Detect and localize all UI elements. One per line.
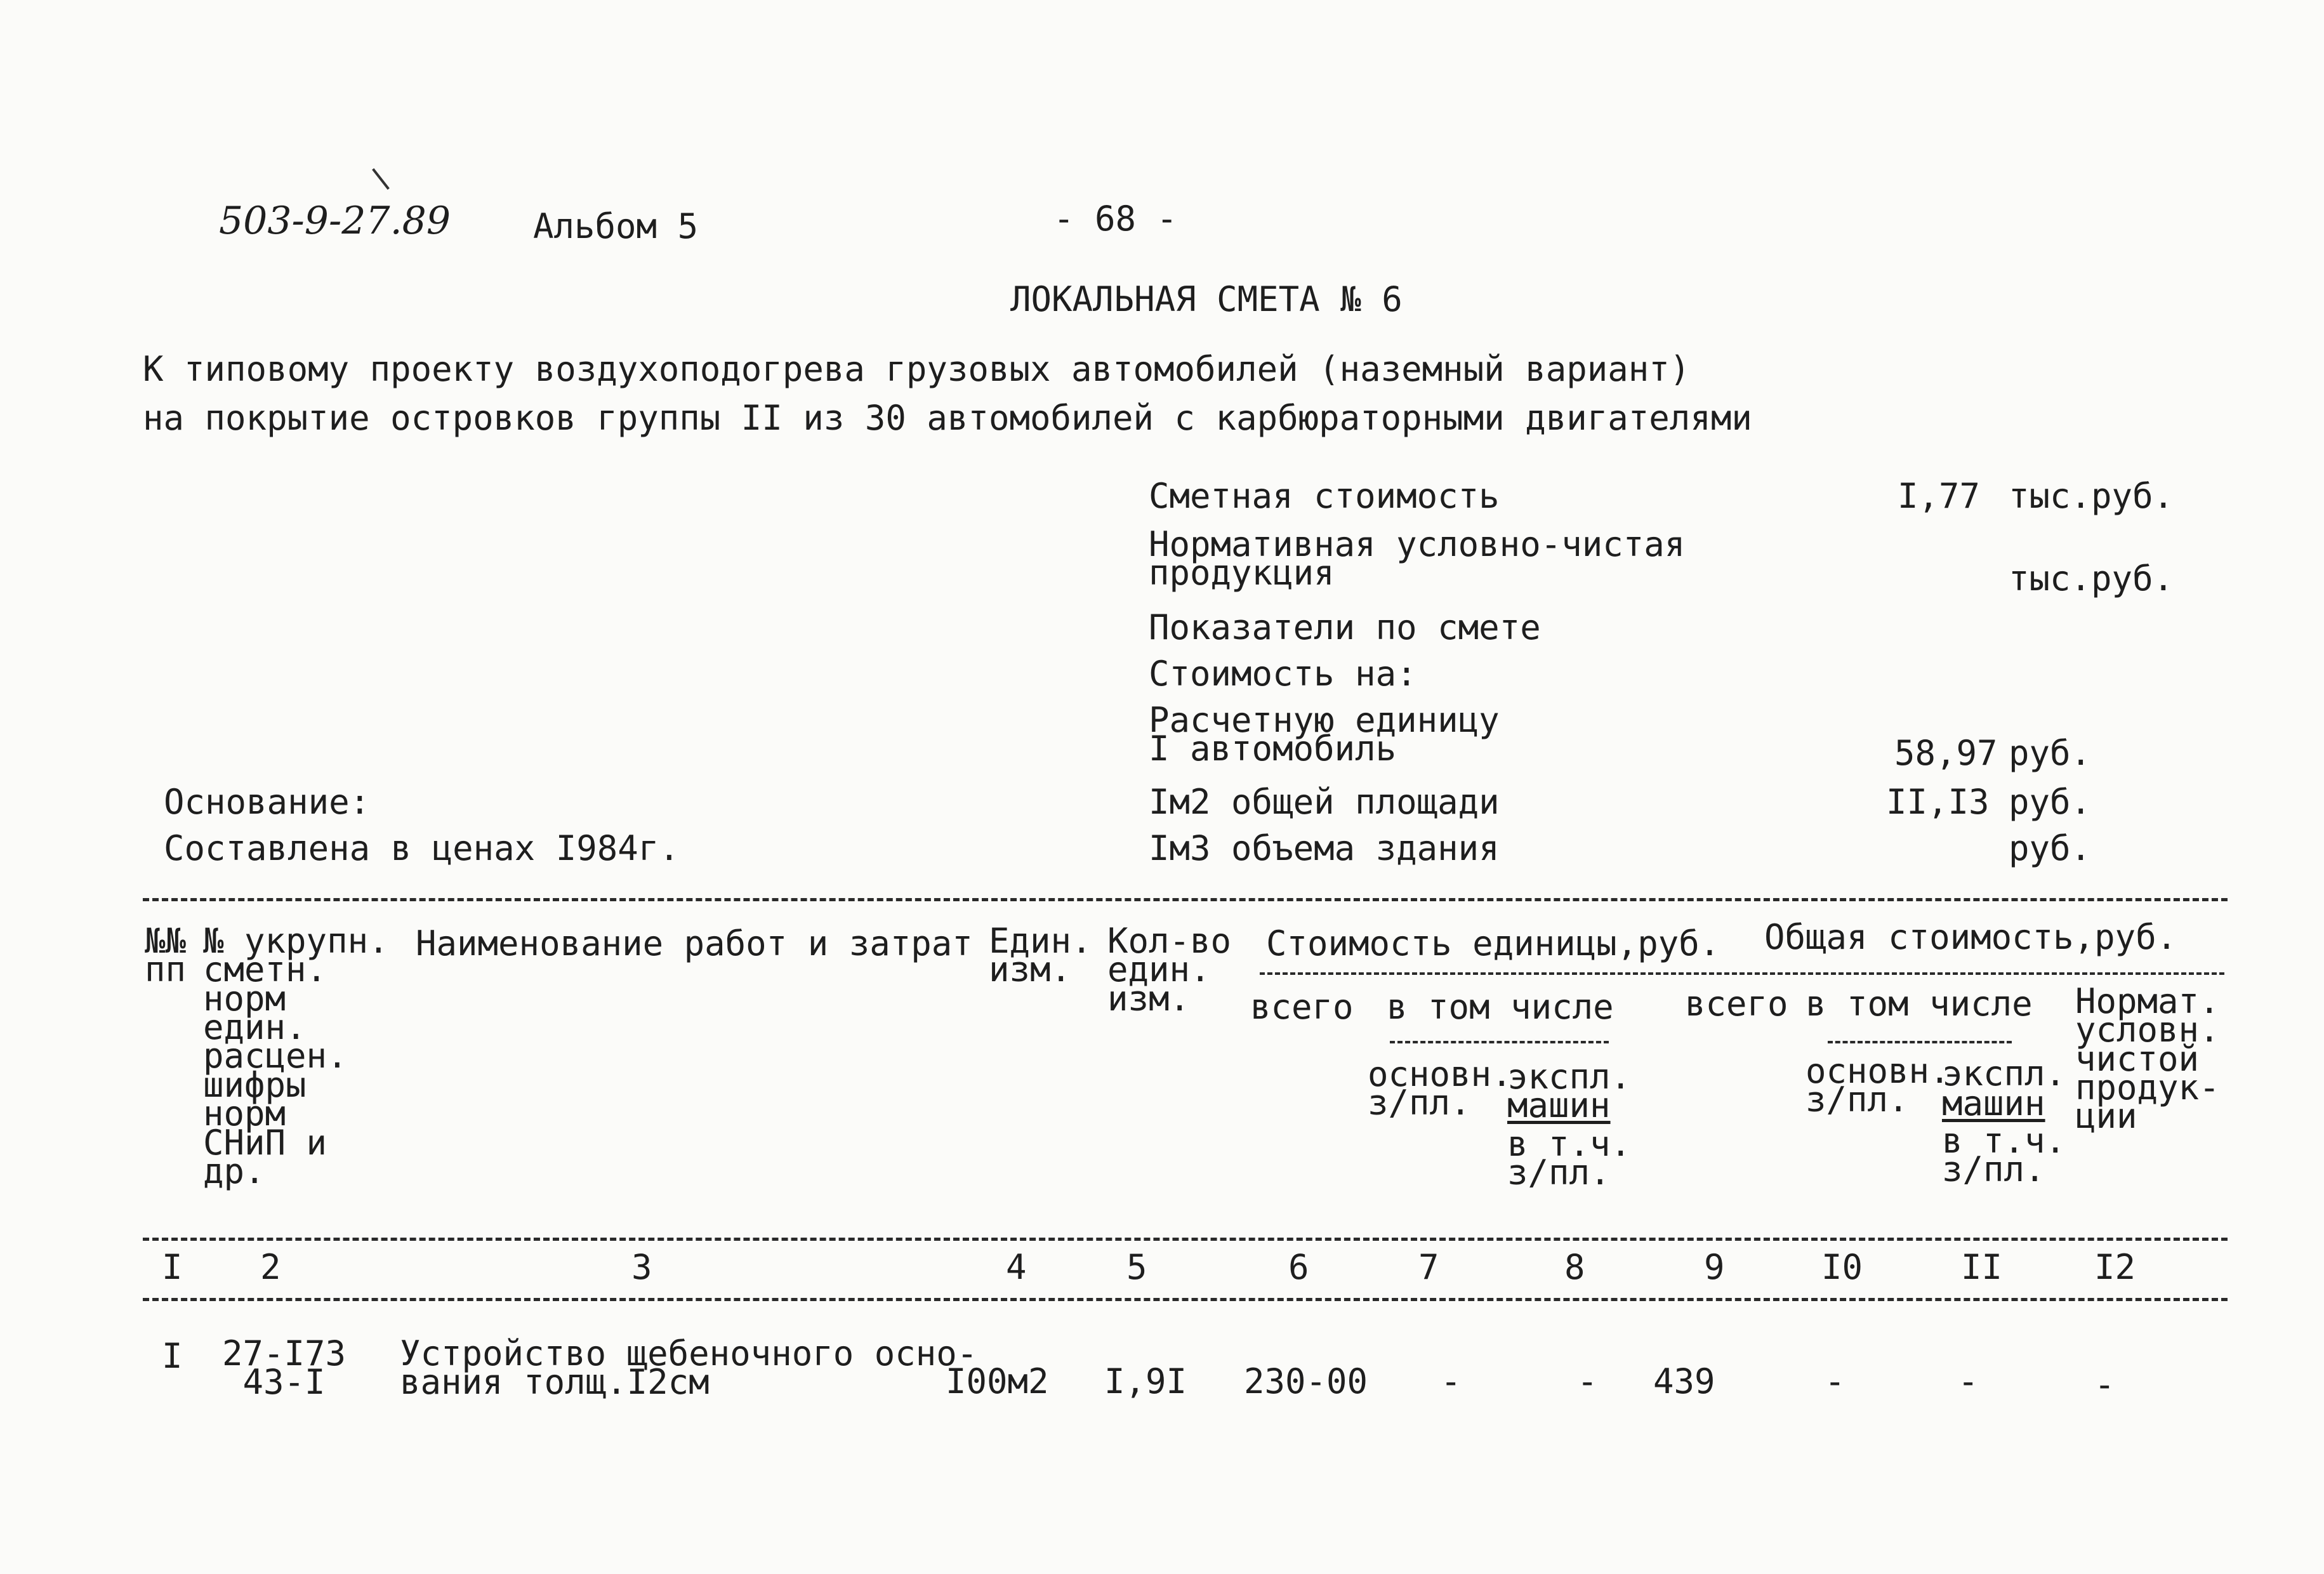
header-norm-code: № укрупн. сметн. норм един. расцен. шифры норм СНиП и др. bbox=[203, 921, 389, 1191]
header-unit-cost-group: Стоимость единицы,руб. bbox=[1266, 923, 1720, 963]
header-total-including: в том числе bbox=[1806, 984, 2033, 1024]
per-volume-unit: руб. bbox=[2009, 828, 2092, 868]
header-unit: Един. изм. bbox=[989, 921, 1092, 990]
row-total: 439 bbox=[1653, 1361, 1715, 1401]
column-number-11: II bbox=[1961, 1247, 2003, 1287]
header-unit-basic-wage: основн. з/пл. bbox=[1368, 1054, 1512, 1123]
subtitle-line-1: К типовому проекту воздухоподогрева грузовых автомобилей (наземный вариант) bbox=[143, 349, 1691, 389]
per-volume-label: Iм3 объема здания bbox=[1149, 828, 1500, 868]
header-unit-incl-wage: в т.ч. з/пл. bbox=[1507, 1124, 1632, 1193]
row-total-basic-wage: - bbox=[1825, 1361, 1845, 1401]
column-number-5: 5 bbox=[1126, 1247, 1147, 1287]
column-numbers-bottom-rule bbox=[143, 1298, 2228, 1301]
header-work-name: Наименование работ и затрат bbox=[416, 923, 973, 963]
column-numbers-top-rule bbox=[143, 1238, 2228, 1241]
header-total-basic-wage: основн. з/пл. bbox=[1806, 1051, 1950, 1120]
column-number-1: I bbox=[162, 1247, 183, 1287]
handwritten-mark bbox=[372, 168, 390, 190]
document-title: ЛОКАЛЬНАЯ СМЕТА № 6 bbox=[1010, 279, 1403, 319]
normative-product-unit: тыс.руб. bbox=[2009, 559, 2174, 599]
row-unit-total: 230-00 bbox=[1244, 1361, 1368, 1401]
row-unit-basic-wage: - bbox=[1441, 1361, 1462, 1401]
header-total-machines: экспл. bbox=[1942, 1054, 2066, 1094]
estimated-cost-unit: тыс.руб. bbox=[2009, 476, 2174, 516]
per-unit-unit: руб. bbox=[2009, 733, 2092, 773]
basis-label: Основание: bbox=[164, 782, 371, 822]
subtitle-line-2: на покрытие островков группы II из 30 автомобилей с карбюраторными двигателями bbox=[143, 398, 1752, 438]
header-unit-machines: экспл. bbox=[1507, 1057, 1632, 1097]
row-work-name: Устройство щебеночного осно- вания толщ.I2см bbox=[400, 1333, 978, 1403]
per-area-unit: руб. bbox=[2009, 782, 2092, 822]
table-top-rule bbox=[143, 898, 2228, 901]
row-number: I bbox=[162, 1336, 183, 1376]
header-unit-total: всего bbox=[1250, 987, 1354, 1027]
header-quantity: Кол-во един. изм. bbox=[1107, 921, 1232, 1019]
header-total-cost-group: Общая стоимость,руб. bbox=[1764, 917, 2177, 957]
page-number: - 68 - bbox=[1053, 199, 1178, 239]
row-norm-product: - bbox=[2094, 1365, 2115, 1405]
column-number-8: 8 bbox=[1564, 1247, 1585, 1287]
column-number-7: 7 bbox=[1418, 1247, 1439, 1287]
header-norm-product: Нормат. условн. чистой продук- ции bbox=[2075, 981, 2220, 1137]
header-total-total: всего bbox=[1685, 984, 1788, 1024]
cost-per-label: Стоимость на: bbox=[1149, 654, 1417, 694]
column-number-3: 3 bbox=[631, 1247, 652, 1287]
document-code: 503-9-27.89 bbox=[219, 199, 451, 243]
row-norm-code: 27-I73 43-I bbox=[222, 1333, 347, 1403]
cost-group-rule bbox=[1260, 972, 2224, 975]
estimated-cost-label: Сметная стоимость bbox=[1149, 476, 1500, 516]
row-total-machines: - bbox=[1958, 1361, 1979, 1401]
basis-prices: Составлена в ценах I984г. bbox=[164, 828, 680, 868]
row-unit-machines: - bbox=[1577, 1361, 1598, 1401]
per-area-value: II,I3 bbox=[1886, 782, 1990, 822]
column-number-6: 6 bbox=[1288, 1247, 1309, 1287]
indicators-label: Показатели по смете bbox=[1149, 607, 1541, 647]
column-number-4: 4 bbox=[1006, 1247, 1027, 1287]
column-number-12: I2 bbox=[2094, 1247, 2136, 1287]
column-number-2: 2 bbox=[260, 1247, 281, 1287]
per-unit-value: 58,97 bbox=[1894, 733, 1998, 773]
header-row-number: №№ пп bbox=[145, 921, 187, 990]
column-number-10: I0 bbox=[1821, 1247, 1863, 1287]
unit-including-rule bbox=[1390, 1041, 1609, 1043]
album-label: Альбом 5 bbox=[533, 206, 699, 246]
per-unit-label: Расчетную единицу I автомобиль bbox=[1149, 700, 1500, 769]
row-unit: I00м2 bbox=[946, 1361, 1049, 1401]
total-including-rule bbox=[1828, 1041, 2012, 1043]
row-quantity: I,9I bbox=[1104, 1361, 1187, 1401]
header-unit-including: в том числе bbox=[1387, 987, 1614, 1027]
per-area-label: Iм2 общей площади bbox=[1149, 782, 1500, 822]
normative-product-label: Нормативная условно-чистая продукция bbox=[1149, 524, 1686, 593]
header-total-machines-u: машин bbox=[1942, 1083, 2045, 1123]
header-unit-machines-u: машин bbox=[1507, 1085, 1611, 1125]
header-total-incl-wage: в т.ч. з/пл. bbox=[1942, 1121, 2066, 1190]
column-number-9: 9 bbox=[1704, 1247, 1725, 1287]
estimated-cost-value: I,77 bbox=[1898, 476, 1981, 516]
